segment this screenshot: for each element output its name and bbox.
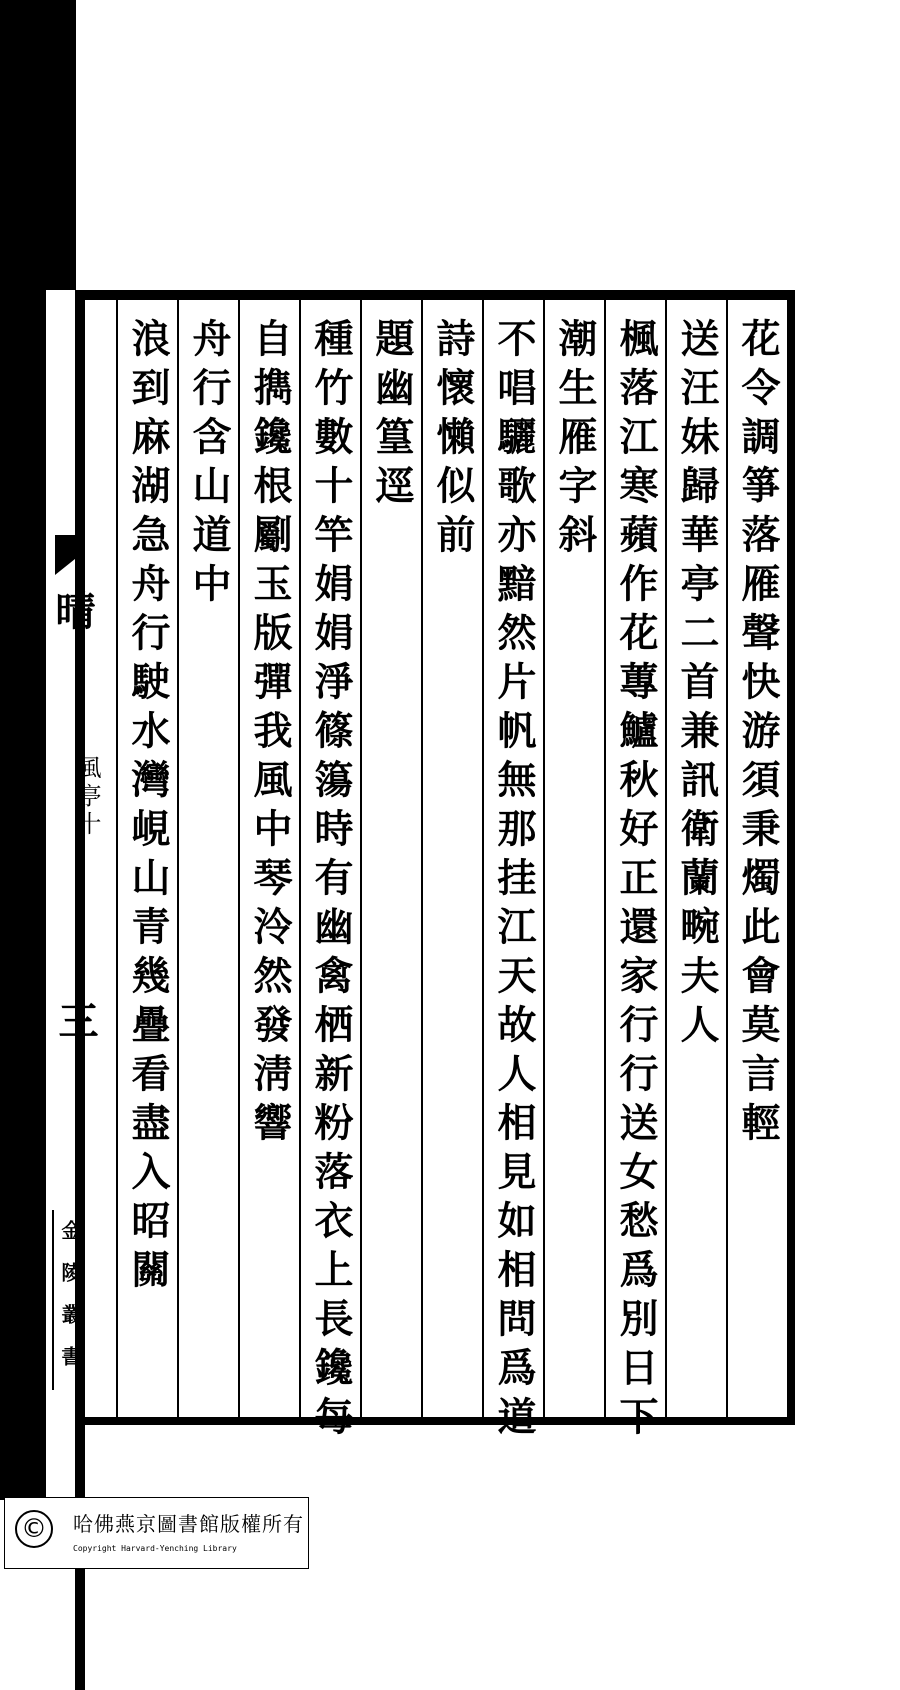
copyright-english: Copyright Harvard-Yenching Library (73, 1544, 237, 1553)
banxin-series: 金陵叢書 (58, 1220, 82, 1388)
book-spine (0, 0, 46, 1500)
text-column (360, 300, 421, 1417)
copyright-icon: © (15, 1510, 53, 1548)
text-column (238, 300, 299, 1417)
column-text: 舟行含山道中 (186, 318, 232, 612)
column-text: 自擕鑱根劚玉版彈我風中琴泠然發淸響 (247, 318, 293, 1151)
column-text: 不唱驪歌亦黯然片帆無那挂江天故人相見如相問爲道 (491, 318, 537, 1445)
spine-notch (46, 0, 76, 290)
column-text: 花令調箏落雁聲快游須秉燭此會莫言輕 (735, 318, 781, 1151)
column-text: 送汪妹歸華亭二首兼訊衛蘭畹夫人 (674, 318, 720, 1053)
text-column (116, 300, 177, 1417)
text-column (177, 300, 238, 1417)
copyright-stamp (4, 1497, 309, 1569)
text-columns (85, 300, 787, 1445)
banxin-page-number: 三 (52, 1000, 99, 1040)
text-column (726, 300, 787, 1417)
text-column (665, 300, 726, 1417)
text-column (421, 300, 482, 1417)
text-column (482, 300, 543, 1445)
column-text: 浪到麻湖急舟行駛水灣峴山青幾疊看盡入昭關 (125, 318, 171, 1298)
copyright-chinese: 哈佛燕京圖書館版權所有 (73, 1512, 304, 1536)
frame-left-border (75, 290, 85, 1690)
column-text: 種竹數十竿娟娟淨篠簜時有幽禽栖新粉落衣上長鑱每 (308, 318, 354, 1445)
banxin-title: 晴 (49, 590, 96, 628)
column-text: 潮生雁字斜 (552, 318, 598, 563)
column-text: 楓落江寒蘋作花蓴鱸秋好正還家行行送女愁爲別日下 (613, 318, 659, 1445)
text-column (604, 300, 665, 1445)
column-text: 題幽篁逕 (369, 318, 415, 514)
banxin-subtitle: 風亭十 (73, 755, 101, 839)
text-column (543, 300, 604, 1417)
text-column (299, 300, 360, 1445)
column-text: 詩懷懶似前 (430, 318, 476, 563)
